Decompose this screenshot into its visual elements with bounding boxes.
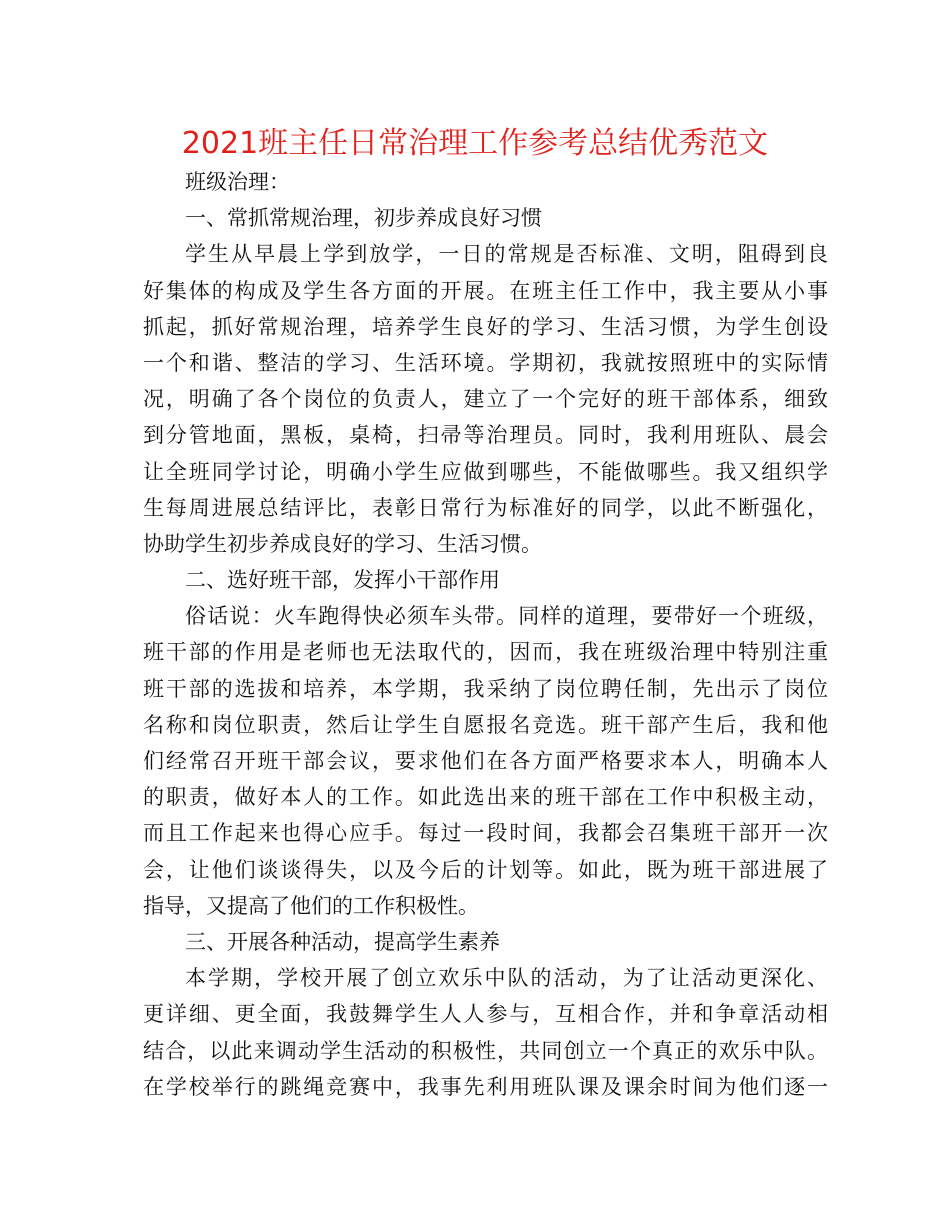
text-line: 结合，以此来调动学生活动的积极性，共同创立一个真正的欢乐中队。	[143, 1038, 828, 1063]
text-line: 的职责，做好本人的工作。如此选出来的班干部在工作中积极主动，	[143, 785, 828, 810]
text-line: 好集体的构成及学生各方面的开展。在班主任工作中，我主要从小事	[143, 278, 828, 303]
text-line: 班级治理：	[185, 170, 290, 194]
text-line: 本学期，学校开展了创立欢乐中队的活动，为了让活动更深化、	[185, 966, 828, 991]
text-line: 让全班同学讨论，明确小学生应做到哪些，不能做哪些。我又组织学	[143, 459, 828, 484]
text-line: 而且工作起来也得心应手。每过一段时间，我都会召集班干部开一次	[143, 821, 828, 846]
text-line: 学生从早晨上学到放学，一日的常规是否标准、文明，阻碍到良	[185, 242, 828, 267]
document-body	[143, 164, 828, 1105]
text-line: 抓起，抓好常规治理，培养学生良好的学习、生活习惯，为学生创设	[143, 314, 828, 339]
text-line: 们经常召开班干部会议，要求他们在各方面严格要求本人，明确本人	[143, 749, 828, 773]
text-line: 在学校举行的跳绳竞赛中，我事先利用班队课及课余时间为他们逐一	[143, 1074, 828, 1099]
document-title: 2021班主任日常治理工作参考总结优秀范文	[181, 126, 769, 161]
text-line: 况，明确了各个岗位的负责人，建立了一个完好的班干部体系，细致	[143, 387, 828, 412]
text-line: 班干部的选拔和培养，本学期，我采纳了岗位聘任制，先出示了岗位	[143, 676, 828, 701]
text-line: 班干部的作用是老师也无法取代的，因而，我在班级治理中特别注重	[143, 640, 828, 665]
text-line: 三、开展各种活动，提高学生素养	[185, 929, 500, 954]
text-line: 一、常抓常规治理，初步养成良好习惯	[185, 206, 542, 231]
text-line: 协助学生初步养成良好的学习、生活习惯。	[143, 531, 542, 556]
text-line: 指导，又提高了他们的工作积极性。	[143, 893, 479, 918]
text-line: 二、选好班干部，发挥小干部作用	[185, 568, 500, 593]
text-line: 生每周进展总结评比，表彰日常行为标准好的同学，以此不断强化，	[143, 495, 828, 520]
text-line: 一个和谐、整洁的学习、生活环境。学期初，我就按照班中的实际情	[143, 350, 828, 375]
text-line: 名称和岗位职责，然后让学生自愿报名竞选。班干部产生后，我和他	[143, 712, 828, 737]
text-line: 会，让他们谈谈得失，以及今后的计划等。如此，既为班干部进展了	[143, 857, 828, 882]
text-line: 到分管地面，黑板，桌椅，扫帚等治理员。同时，我利用班队、晨会	[143, 423, 828, 448]
text-line: 俗话说：火车跑得快必须车头带。同样的道理，要带好一个班级，	[185, 604, 828, 629]
text-line: 更详细、更全面，我鼓舞学生人人参与，互相合作，并和争章活动相	[143, 1002, 828, 1027]
